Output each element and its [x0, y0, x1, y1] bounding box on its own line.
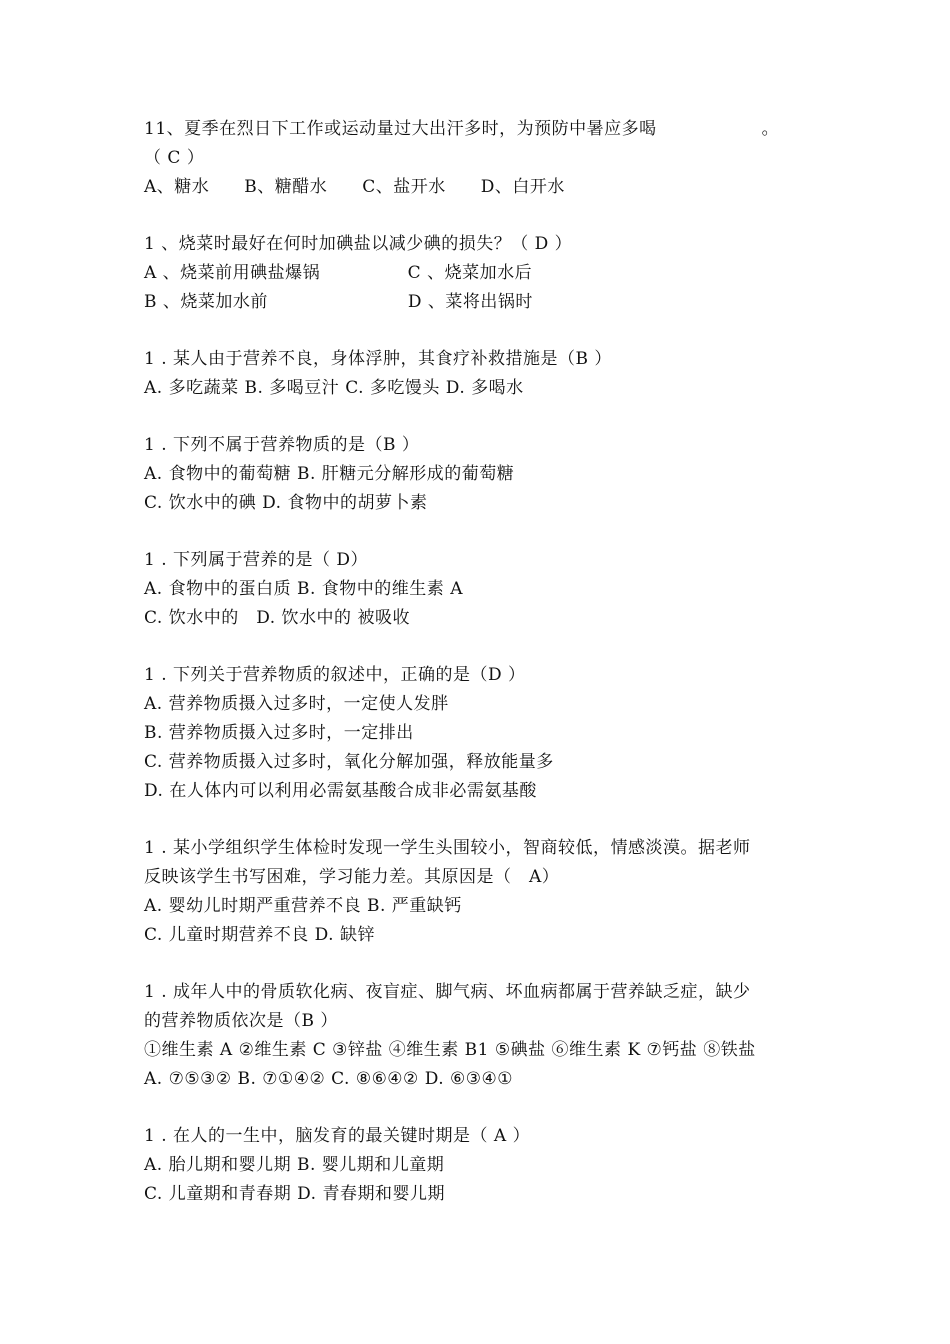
- question-options: A. 多吃蔬菜 B. 多喝豆汁 C. 多吃馒头 D. 多喝水: [144, 378, 524, 398]
- question-options: C. 营养物质摄入过多时，氧化分解加强，释放能量多: [144, 752, 554, 772]
- question-options: C. 儿童时期营养不良 D. 缺锌: [144, 925, 375, 945]
- question-options: A. ⑦⑤③② B. ⑦①④② C. ⑧⑥④② D. ⑥③④①: [144, 1069, 513, 1089]
- question-options: C. 饮水中的碘 D. 食物中的胡萝卜素: [144, 493, 428, 513]
- question-text: 1 、烧菜时最好在何时加碘盐以减少碘的损失？（ D ）: [144, 234, 573, 254]
- question-options: A、糖水 B、糖醋水 C、盐开水 D、白开水: [144, 177, 565, 197]
- question-text: 1 . 下列属于营养的是（ D）: [144, 550, 369, 570]
- question-text: 反映该学生书写困难，学习能力差。其原因是（ A）: [144, 867, 560, 887]
- question-options: B. 营养物质摄入过多时，一定排出: [144, 723, 414, 743]
- question-options: A. 胎儿期和婴儿期 B. 婴儿期和儿童期: [144, 1155, 445, 1175]
- question-options: D. 在人体内可以利用必需氨基酸合成非必需氨基酸: [144, 781, 537, 801]
- question-text: 1 . 下列关于营养物质的叙述中，正确的是（D ）: [144, 665, 526, 685]
- question-options: B 、烧菜加水前 D 、菜将出锅时: [144, 292, 533, 312]
- question-items: ①维生素 A ②维生素 C ③锌盐 ④维生素 B1 ⑤碘盐 ⑥维生素 K ⑦钙盐 ⑧铁盐: [144, 1040, 756, 1060]
- question-text: 1 . 在人的一生中，脑发育的最关键时期是（ A ）: [144, 1126, 531, 1146]
- question-text: 1 . 某小学组织学生体检时发现一学生头围较小，智商较低，情感淡漠。据老师: [144, 838, 751, 858]
- question-text: 1 . 下列不属于营养物质的是（B ）: [144, 435, 420, 455]
- question-options: A. 食物中的蛋白质 B. 食物中的维生素 A: [144, 579, 463, 599]
- question-options: A. 营养物质摄入过多时，一定使人发胖: [144, 694, 449, 714]
- question-text: 1 . 某人由于营养不良，身体浮肿，其食疗补救措施是（B ）: [144, 349, 612, 369]
- question-text: 的营养物质依次是（B ）: [144, 1011, 338, 1031]
- question-options: C. 饮水中的 D. 饮水中的 被吸收: [144, 608, 410, 628]
- question-options: A. 食物中的葡萄糖 B. 肝糖元分解形成的葡萄糖: [144, 464, 515, 484]
- question-options: C. 儿童期和青春期 D. 青春期和婴儿期: [144, 1184, 445, 1204]
- question-text: 1 . 成年人中的骨质软化病、夜盲症、脚气病、坏血病都属于营养缺乏症，缺少: [144, 982, 751, 1002]
- question-answer: （ C ）: [144, 148, 205, 168]
- question-text: 11、夏季在烈日下工作或运动量过大出汗多时，为预防中暑应多喝 。: [144, 119, 780, 139]
- question-options: A. 婴幼儿时期严重营养不良 B. 严重缺钙: [144, 896, 462, 916]
- question-options: A 、烧菜前用碘盐爆锅 C 、烧菜加水后: [144, 263, 533, 283]
